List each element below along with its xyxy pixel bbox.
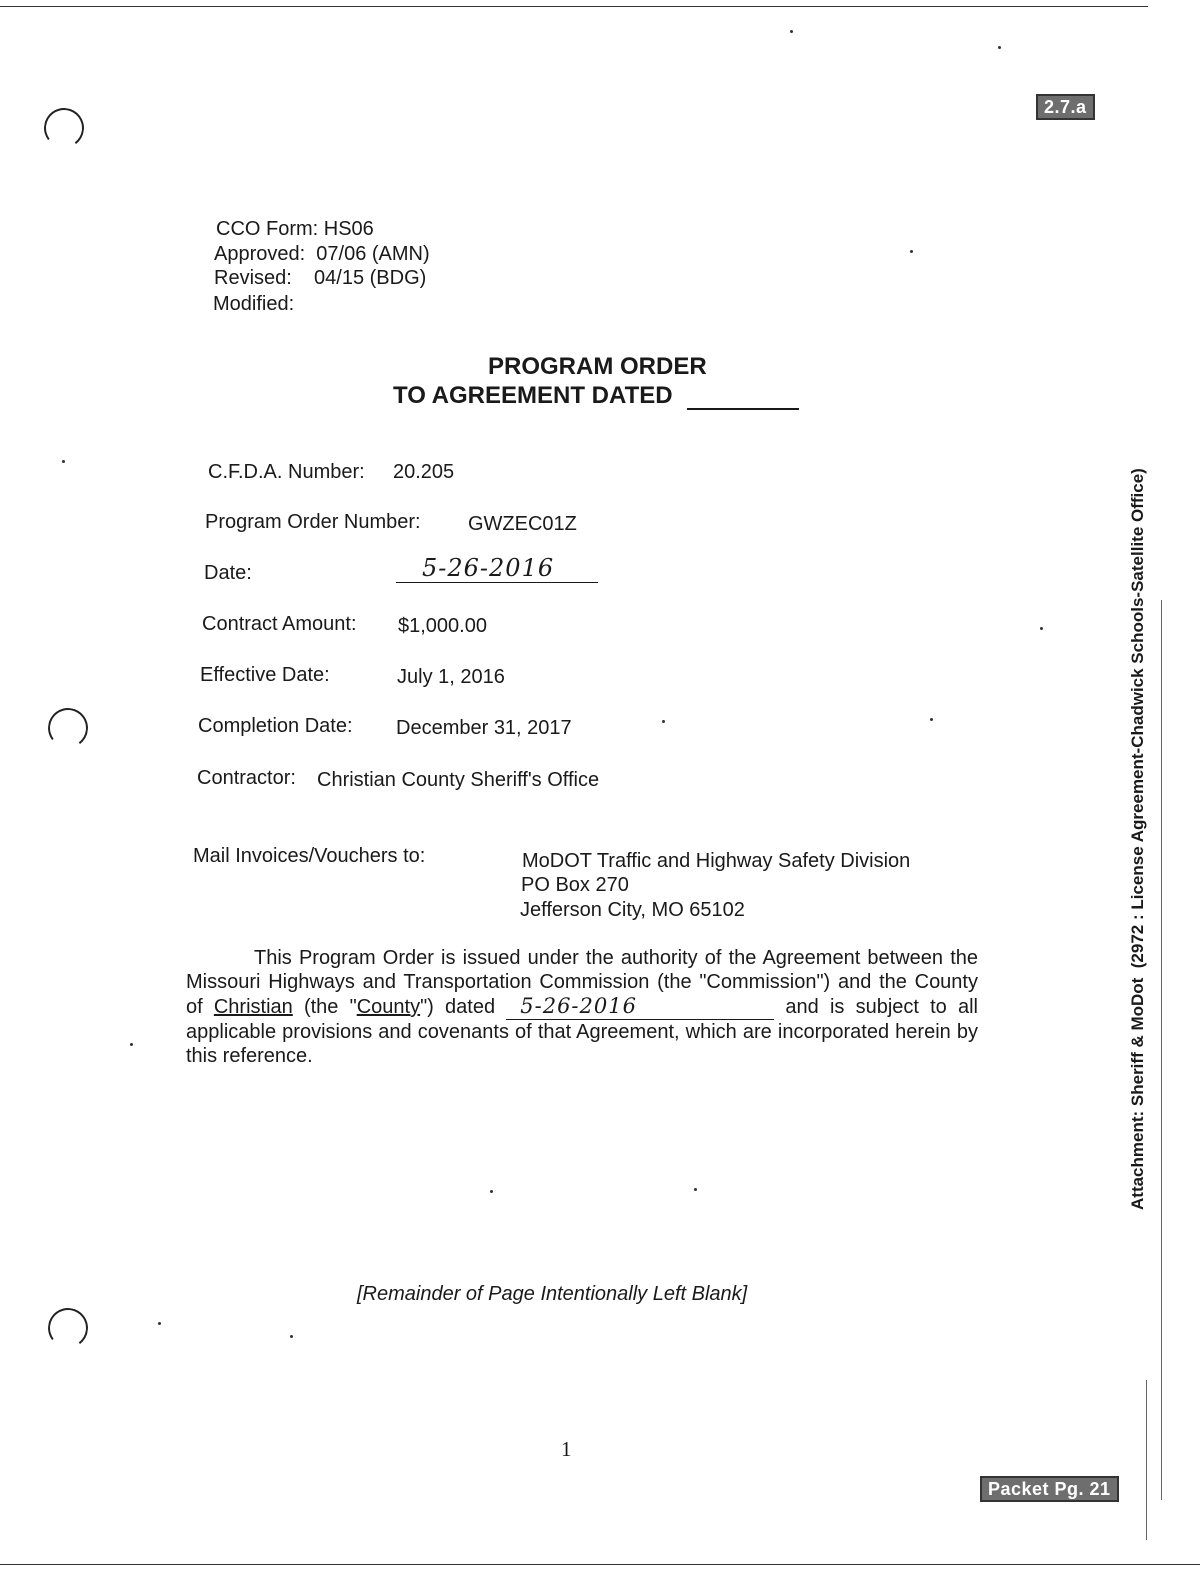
form-approved: Approved: 07/06 (AMN) (214, 243, 430, 265)
page-title-line1: PROGRAM ORDER (488, 353, 707, 380)
punch-hole-middle (45, 705, 90, 750)
punch-hole-bottom (45, 1305, 90, 1350)
scan-border-top (0, 6, 1148, 7)
scan-speck (930, 718, 933, 721)
paragraph-county-name: Christian (213, 996, 293, 1018)
scan-speck (62, 460, 65, 463)
date-handwritten-value: 5-26-2016 (396, 554, 598, 583)
contract-amount-value: $1,000.00 (398, 615, 487, 637)
punch-hole-top (41, 105, 86, 150)
form-revised: Revised: 04/15 (BDG) (214, 267, 427, 289)
mail-address-line2: PO Box 270 (521, 874, 629, 896)
scan-speck (662, 720, 665, 723)
completion-date-label: Completion Date: (198, 715, 353, 737)
mail-label: Mail Invoices/Vouchers to: (193, 845, 426, 867)
packet-stamp-bottom: Packet Pg. 21 (980, 1476, 1119, 1502)
mail-address-line1: MoDOT Traffic and Highway Safety Division (522, 850, 911, 872)
scan-speck (490, 1190, 493, 1193)
scan-speck (158, 1322, 161, 1325)
scan-speck (790, 30, 793, 33)
scan-speck (290, 1335, 293, 1338)
scan-border-right-2 (1146, 1380, 1147, 1540)
scan-speck (694, 1188, 697, 1191)
cfda-label: C.F.D.A. Number: (208, 461, 365, 483)
form-modified: Modified: (213, 293, 295, 315)
paragraph-text-2: (the " (292, 996, 357, 1018)
contract-amount-label: Contract Amount: (202, 613, 357, 635)
page-title-line2 (393, 381, 799, 410)
paragraph-county-word: County (356, 996, 421, 1018)
effective-date-value: July 1, 2016 (397, 666, 505, 688)
scan-speck (910, 250, 913, 253)
mail-address-line3: Jefferson City, MO 65102 (520, 899, 745, 921)
scan-speck (998, 46, 1001, 49)
form-code: CCO Form: HS06 (216, 218, 374, 240)
paragraph-text-4: and is subject to all applicable provisions and covenants of that Agreement, which are incorporated herein by this reference. (186, 996, 978, 1067)
contractor-value: Christian County Sheriff's Office (317, 769, 600, 791)
date-label: Date: (204, 562, 252, 584)
title-agreement-dated: TO AGREEMENT DATED (393, 382, 673, 409)
attachment-sidebar: Attachment: Sheriff & MoDot (2972 : License Agreement-Chadwick Schools-Satellite Office) (1128, 468, 1147, 1210)
effective-date-label: Effective Date: (200, 664, 330, 686)
completion-date-value: December 31, 2017 (396, 717, 572, 739)
scan-speck (130, 1043, 133, 1046)
paragraph-text-1: This Program Order is issued under the authority of the Agreement between the Missouri Highways and Transportation Commission (the "Commission") and the County of (186, 947, 978, 1018)
contractor-label: Contractor: (197, 767, 296, 789)
packet-stamp-top: 2.7.a (1036, 94, 1095, 120)
scan-speck (1040, 627, 1043, 630)
title-date-blank (687, 386, 799, 410)
authority-paragraph (186, 946, 978, 1068)
program-order-value: GWZEC01Z (468, 513, 577, 535)
remainder-note: [Remainder of Page Intentionally Left Blank] (357, 1283, 748, 1305)
page-number: 1 (561, 1437, 572, 1461)
cfda-value: 20.205 (393, 461, 455, 483)
paragraph-text-3: ") dated (420, 996, 496, 1018)
program-order-label: Program Order Number: (205, 511, 421, 533)
scan-border-bottom (0, 1564, 1200, 1565)
scan-border-right (1161, 600, 1162, 1500)
paragraph-handwritten-date: 5-26-2016 (506, 994, 774, 1020)
